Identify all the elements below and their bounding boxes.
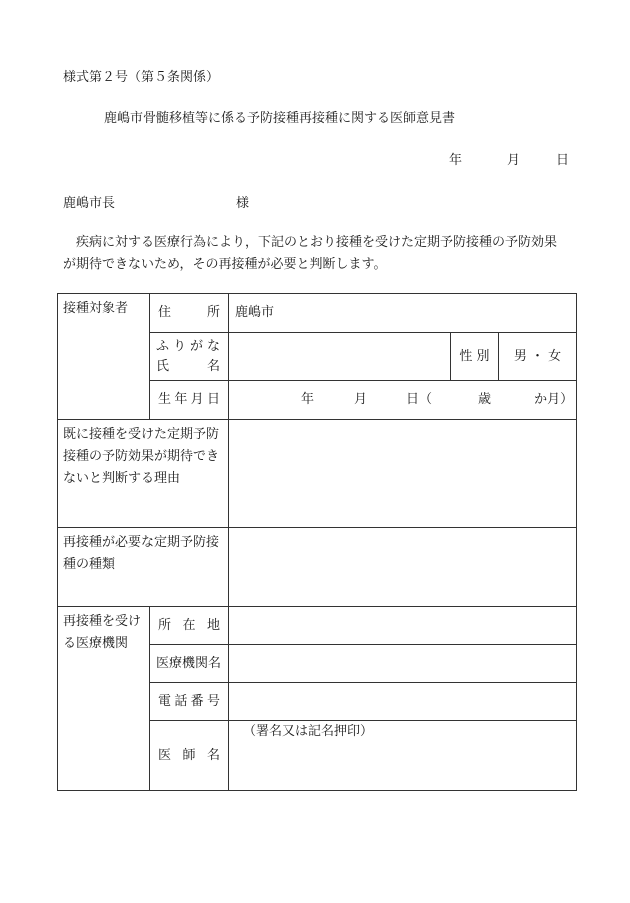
furigana-char: が (189, 338, 203, 354)
revaccination-type-label: 再接種が必要な定期予防接種の種類 (58, 528, 229, 607)
address-label (150, 294, 229, 333)
date-year-label: 年 (449, 153, 463, 168)
reason-label: 既に接種を受けた定期予防接種の予防効果が期待できないと判断する理由 (58, 420, 229, 528)
intro-statement (63, 232, 583, 276)
phone-label-char: 番 (190, 693, 204, 709)
intro-line-1: 疾病に対する医療行為により，下記のとおり接種を受けた定期予防接種の予防効果 (76, 235, 558, 250)
dob-year-label: 年 (301, 392, 315, 407)
dob-label-char: 月 (190, 392, 204, 407)
name-label-char: 氏 (156, 358, 170, 374)
dob-label (150, 381, 229, 420)
subject-label: 接種対象者 (58, 294, 150, 420)
doctor-label-char: 医 (158, 747, 172, 763)
sex-label: 性 別 (451, 333, 499, 381)
address-label-char: 所 (206, 305, 220, 320)
revaccination-type-field[interactable] (229, 528, 577, 607)
name-field[interactable] (229, 333, 451, 381)
date-day-label: 日 (556, 153, 570, 168)
phone-field[interactable] (229, 683, 577, 721)
document-title: 鹿嶋市骨髄移植等に係る予防接種再接種に関する医師意見書 (104, 111, 456, 126)
dob-day-label: 日（ (406, 392, 433, 407)
opinion-form-table (57, 293, 577, 791)
doctor-signature-field[interactable] (229, 721, 577, 791)
address-field[interactable]: 鹿嶋市 (229, 294, 577, 333)
addressee-honorific: 様 (236, 196, 250, 211)
intro-line-2: が期待できないため，その再接種が必要と判断します。 (63, 257, 387, 272)
form-number: 様式第２号（第５条関係） (63, 70, 220, 85)
addressee-name: 鹿嶋市長 (63, 196, 116, 211)
doctor-label-char: 師 (182, 747, 196, 763)
dob-age-label: 歳 (478, 392, 492, 407)
dob-month-label: 月 (354, 392, 368, 407)
dob-label-char: 日 (206, 392, 220, 407)
reason-field[interactable] (229, 420, 577, 528)
phone-label-char: 話 (174, 693, 188, 709)
sex-options[interactable]: 男 ・ 女 (499, 333, 577, 381)
location-label-char: 在 (182, 617, 196, 633)
furigana-char: な (206, 338, 220, 354)
address-label-char: 住 (158, 305, 172, 320)
furigana-name-label (150, 333, 229, 381)
location-label (150, 607, 229, 645)
furigana-char: ふ (156, 338, 170, 354)
location-label-char: 所 (158, 617, 172, 633)
name-label-char: 名 (206, 358, 220, 374)
dob-label-char: 生 (158, 392, 172, 407)
phone-label-char: 号 (206, 693, 220, 709)
seal-note: （署名又は記名押印） (243, 724, 374, 739)
dob-label-char: 年 (174, 392, 188, 407)
doctor-label (150, 721, 229, 791)
institution-name-label: 医療機関名 (150, 645, 229, 683)
institution-name-field[interactable] (229, 645, 577, 683)
institution-label: 再接種を受ける医療機関 (58, 607, 150, 791)
dob-field[interactable] (229, 381, 577, 420)
furigana-char: り (172, 338, 186, 354)
location-field[interactable] (229, 607, 577, 645)
dob-months-label: か月） (534, 392, 574, 407)
location-label-char: 地 (206, 617, 220, 633)
phone-label (150, 683, 229, 721)
phone-label-char: 電 (158, 693, 172, 709)
doctor-label-char: 名 (206, 747, 220, 763)
date-month-label: 月 (507, 153, 521, 168)
